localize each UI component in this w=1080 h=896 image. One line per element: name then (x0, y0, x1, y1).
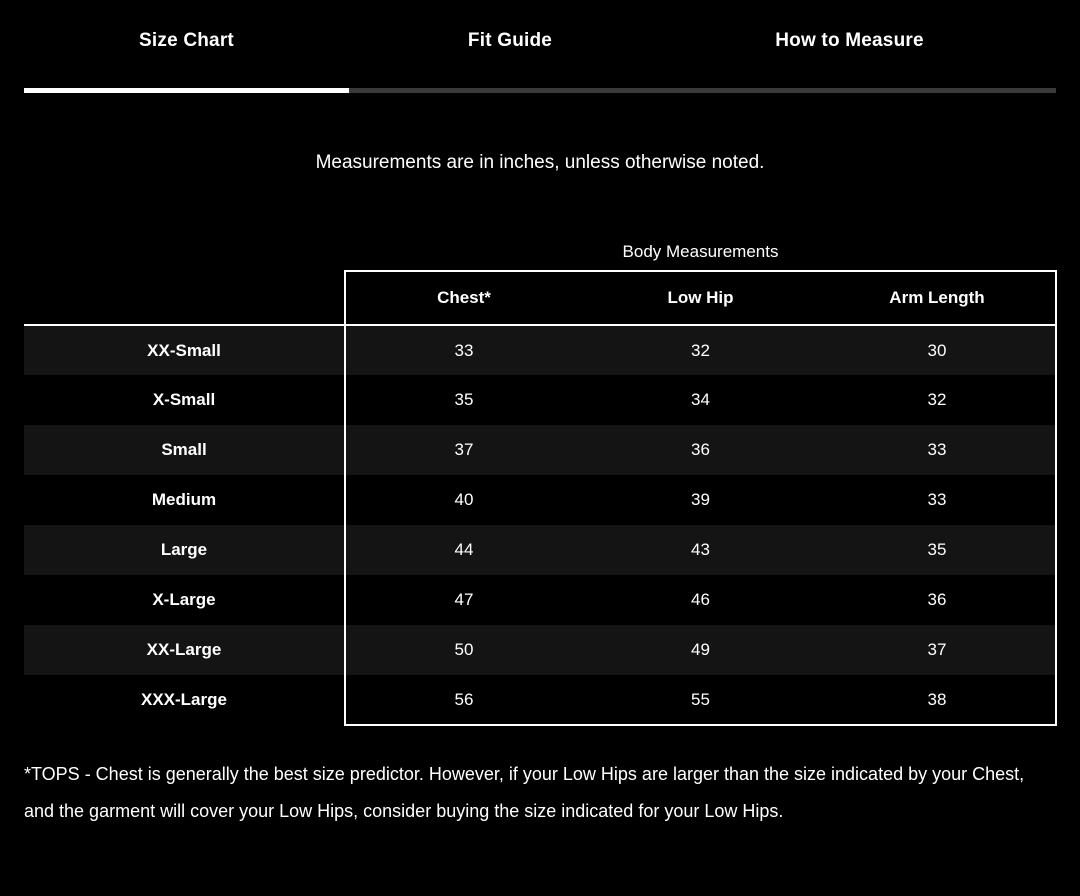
tab-bar (0, 0, 1080, 52)
row-size-label: Small (24, 425, 345, 475)
table-row (24, 325, 1056, 375)
size-table-head (24, 271, 1056, 325)
row-value-arm-length: 35 (819, 525, 1056, 575)
row-value-chest: 40 (345, 475, 582, 525)
header-blank-cell (24, 271, 345, 325)
tab-fit-guide[interactable]: Fit Guide (467, 30, 553, 51)
column-header-arm-length: Arm Length (819, 271, 1056, 325)
row-value-arm-length: 36 (819, 575, 1056, 625)
table-row (24, 625, 1056, 675)
table-row (24, 425, 1056, 475)
row-value-arm-length: 33 (819, 425, 1056, 475)
row-value-arm-length: 32 (819, 375, 1056, 425)
size-table-body (24, 325, 1056, 725)
row-value-chest: 37 (345, 425, 582, 475)
size-table (24, 270, 1057, 726)
row-value-low-hip: 34 (582, 375, 819, 425)
table-row (24, 525, 1056, 575)
column-header-low-hip: Low Hip (582, 271, 819, 325)
table-row (24, 675, 1056, 725)
tab-size-chart[interactable]: Size Chart (139, 30, 234, 51)
row-value-chest: 44 (345, 525, 582, 575)
row-value-low-hip: 46 (582, 575, 819, 625)
tops-footnote: *TOPS - Chest is generally the best size predictor. However, if your Low Hips are larger than the size indicated by your Chest, and the garment will cover your Low Hips, consider buying the size indicated for your Low Hips. (24, 764, 1025, 821)
row-size-label: XX-Small (24, 325, 345, 375)
measurement-units-note: Measurements are in inches, unless otherwise noted. (315, 152, 765, 173)
row-value-arm-length: 37 (819, 625, 1056, 675)
row-value-arm-length: 33 (819, 475, 1056, 525)
tab-underline-track (24, 88, 1056, 93)
row-size-label: Large (24, 525, 345, 575)
row-value-arm-length: 38 (819, 675, 1056, 725)
row-size-label: XX-Large (24, 625, 345, 675)
table-row (24, 375, 1056, 425)
row-value-low-hip: 55 (582, 675, 819, 725)
table-row (24, 575, 1056, 625)
table-header-row (24, 271, 1056, 325)
row-value-chest: 50 (345, 625, 582, 675)
row-value-low-hip: 36 (582, 425, 819, 475)
row-value-chest: 47 (345, 575, 582, 625)
table-caption: Body Measurements (622, 242, 779, 261)
row-size-label: Medium (24, 475, 345, 525)
row-size-label: X-Large (24, 575, 345, 625)
column-header-chest: Chest* (345, 271, 582, 325)
tab-how-to-measure[interactable]: How to Measure (775, 30, 924, 51)
row-value-arm-length: 30 (819, 325, 1056, 375)
row-value-low-hip: 49 (582, 625, 819, 675)
row-value-chest: 33 (345, 325, 582, 375)
row-value-low-hip: 32 (582, 325, 819, 375)
table-row (24, 475, 1056, 525)
row-size-label: XXX-Large (24, 675, 345, 725)
size-table-wrapper (24, 270, 1056, 726)
row-value-low-hip: 39 (582, 475, 819, 525)
tab-underline-active (24, 88, 349, 93)
row-size-label: X-Small (24, 375, 345, 425)
row-value-chest: 56 (345, 675, 582, 725)
row-value-chest: 35 (345, 375, 582, 425)
row-value-low-hip: 43 (582, 525, 819, 575)
